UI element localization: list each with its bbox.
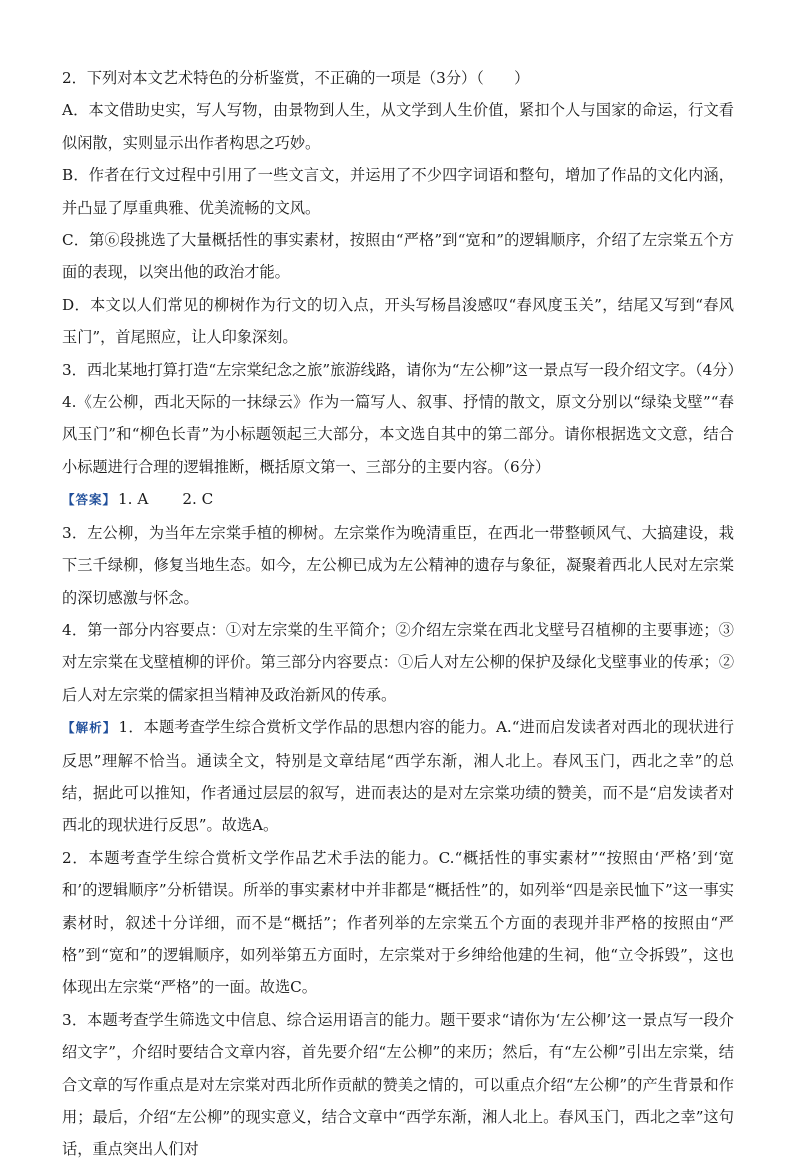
answer-2: 2. C — [182, 490, 214, 509]
answer-tag: 【答案】 — [62, 492, 117, 508]
analysis-tag: 【解析】 — [62, 720, 117, 736]
answer-1: 1. A — [118, 490, 149, 509]
q2-option-b: B．作者在行文过程中引用了一些文言文，并运用了不少四字词语和整句，增加了作品的文化内涵，并凸显了厚重典雅、优美流畅的文风。 — [62, 166, 734, 217]
q2-option-a: A．本文借助史实，写人写物，由景物到人生，从文学到人生价值，紧扣个人与国家的命运，行文看似闲散，实则显示出作者构思之巧妙。 — [62, 101, 734, 152]
q2-option-c: C．第⑥段挑选了大量概括性的事实素材，按照由“严格”到“宽和”的逻辑顺序，介绍了左宗棠五个方面的表现，以突出他的政治才能。 — [62, 231, 734, 282]
q2-stem: 2．下列对本文艺术特色的分析鉴赏，不正确的一项是（3分）（ ） — [62, 69, 530, 87]
analysis-2: 2．本题考查学生综合赏析文学作品艺术手法的能力。C.“概括性的事实素材”“按照由‘严格’到‘宽和’的逻辑顺序”分析错误。所举的事实素材中并非都是“概括性”的，如列举“四是亲民恤下”这一事实素材时，叙述十分详细，而不是“概括”；作者列举的左宗棠五个方面的表现并非严格的按照由“严格”到“宽和”的逻辑顺序，如列举第五方面时，左宗棠对于乡绅给他建的生祠，他“立令拆毁”，这也体现出左宗棠“严格”的一面。故选C。 — [62, 848, 734, 997]
analysis-3: 3．本题考查学生筛选文中信息、综合运用语言的能力。题干要求“请你为‘左公柳’这一景点写一段介绍文字”，介绍时要结合文章内容，首先要介绍“左公柳”的来历；然后，有“左公柳”引出左宗棠，结合文章的写作重点是对左宗棠对西北所作贡献的赞美之情的，可以重点介绍“左公柳”的产生背景和作用；最后，介绍“左公柳”的现实意义，结合文章中“西学东渐，湘人北上。春风玉门，西北之幸”这句话，重点突出人们对 — [62, 1010, 734, 1159]
q2-option-d: D．本文以人们常见的柳树作为行文的切入点，开头写杨昌浚感叹“春风度玉关”，结尾又写到“春风玉门”，首尾照应，让人印象深刻。 — [62, 295, 734, 347]
answer-4: 4．第一部分内容要点：①对左宗棠的生平简介；②介绍左宗棠在西北戈壁号召植柳的主要事迹；③对左宗棠在戈壁植柳的评价。第三部分内容要点：①后人对左公柳的保护及绿化戈壁事业的传承；②后人对左宗棠的儒家担当精神及政治新风的传承。 — [62, 620, 734, 704]
analysis-1-text: 1．本题考查学生综合赏析文学作品的思想内容的能力。A.“进而启发读者对西北的现状进行反思”理解不恰当。通读全文，特别是文章结尾“西学东渐，湘人北上。春风玉门，西北之幸”的总结，据此可以推知，作者通过层层的叙写，进而表达的是对左宗棠功绩的赞美，而不是“启发读者对西北的现状进行反思”。故选A。 — [62, 718, 734, 835]
answer-line — [62, 483, 734, 516]
answer-3: 3．左公柳，为当年左宗棠手植的柳树。左宗棠作为晚清重臣，在西北一带整顿风气、大搞建设，栽下三千绿柳，修复当地生态。如今，左公柳已成为左公精神的遗存与象征，凝聚着西北人民对左宗棠的深切感激与怀念。 — [62, 523, 734, 607]
analysis-1 — [62, 711, 734, 842]
q3-stem: 3．西北某地打算打造“左宗棠纪念之旅”旅游线路，请你为“左公柳”这一景点写一段介绍文字。（4分） — [62, 360, 743, 379]
document-page — [62, 62, 743, 1166]
q4-stem: 4.《左公柳，西北天际的一抹绿云》作为一篇写人、叙事、抒情的散文，原文分别以“绿染戈壁”“春风玉门”和“柳色长青”为小标题领起三大部分，本文选自其中的第二部分。请你根据选文文意，结合小标题进行合理的逻辑推断，概括原文第一、三部分的主要内容。（6分） — [62, 393, 734, 476]
